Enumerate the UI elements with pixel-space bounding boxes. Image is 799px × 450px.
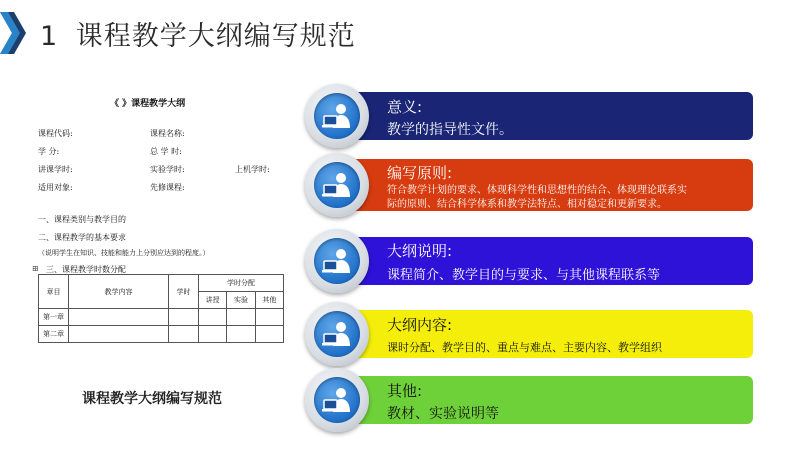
person-at-computer-icon	[305, 153, 369, 217]
doc-field-prereq: 先修课程:	[150, 183, 185, 192]
doc-section-1: 一、课程类别与教学目的	[38, 215, 126, 224]
item-text: 教材、实验说明等	[387, 406, 499, 422]
item-label: 大纲内容:	[387, 316, 453, 334]
doc-section-2: 二、课程教学的基本要求	[38, 233, 126, 242]
item-bar	[343, 310, 753, 358]
item-label: 其他:	[387, 382, 423, 400]
item-text: 教学的指导性文件。	[387, 122, 513, 138]
person-at-computer-icon	[305, 368, 369, 432]
item-label: 意义:	[387, 98, 423, 116]
item-writing-principles	[305, 153, 765, 217]
doc-field-code: 课程代码:	[38, 129, 73, 138]
item-significance	[305, 84, 765, 148]
item-text-line-1: 符合教学计划的要求、体现科学性和思想性的结合、体现理论联系实	[387, 185, 687, 196]
doc-field-target: 适用对象:	[38, 183, 73, 192]
item-bar	[343, 376, 753, 424]
table-header-other: 其他	[255, 292, 283, 309]
doc-field-computer-hours: 上机学时:	[235, 165, 270, 174]
item-text: 课程简介、教学目的与要求、与其他课程联系等	[387, 268, 661, 283]
table-row	[39, 309, 284, 326]
slide-logo-icon	[0, 12, 26, 54]
slide-number: 1	[40, 21, 59, 52]
table-header-content: 教学内容	[69, 275, 169, 309]
item-text: 课时分配、教学目的、重点与难点、主要内容、教学组织	[387, 341, 662, 354]
person-at-computer-icon	[305, 229, 369, 293]
slide-title	[40, 14, 356, 53]
doc-section-2-note: （说明学生在知识、技能和能力上分别应达到的程度。）	[38, 249, 210, 257]
item-bar	[343, 92, 753, 140]
doc-field-credit: 学 分:	[38, 147, 60, 156]
table-header-chapter: 章目	[39, 275, 69, 309]
doc-section-3: 三、课程教学时数分配	[46, 265, 126, 274]
item-bar	[343, 159, 753, 211]
table-row	[39, 326, 284, 343]
doc-field-hours-total: 总 学 时:	[150, 147, 182, 156]
hours-allocation-table	[38, 274, 284, 343]
table-cell-chapter: 第二章	[39, 326, 69, 343]
table-header-lecture: 讲授	[199, 292, 227, 309]
slide-title-text: 课程教学大纲编写规范	[75, 21, 356, 52]
item-syllabus-description	[305, 229, 765, 293]
doc-field-lab-hours: 实验学时:	[150, 165, 185, 174]
item-other	[305, 368, 765, 432]
item-label: 大纲说明:	[387, 242, 453, 260]
item-syllabus-content	[305, 302, 765, 366]
doc-field-name: 课程名称:	[150, 129, 185, 138]
table-header-hours: 学时	[169, 275, 199, 309]
person-at-computer-icon	[305, 84, 369, 148]
doc-field-lecture-hours: 讲课学时:	[38, 165, 73, 174]
table-move-handle-icon: ⊞	[32, 264, 39, 273]
item-bar	[343, 237, 753, 285]
item-label: 编写原则:	[387, 164, 453, 182]
person-at-computer-icon	[305, 302, 369, 366]
document-caption: 课程教学大纲编写规范	[82, 391, 222, 407]
item-text-line-2: 际的原则、结合科学体系和教学法特点、相对稳定和更新要求。	[387, 199, 667, 210]
doc-heading: 《 》课程教学大纲	[110, 99, 186, 109]
syllabus-document-preview	[30, 92, 290, 354]
table-header-split: 学时分配	[199, 275, 284, 292]
table-cell-chapter: 第一章	[39, 309, 69, 326]
table-header-lab: 实验	[227, 292, 255, 309]
